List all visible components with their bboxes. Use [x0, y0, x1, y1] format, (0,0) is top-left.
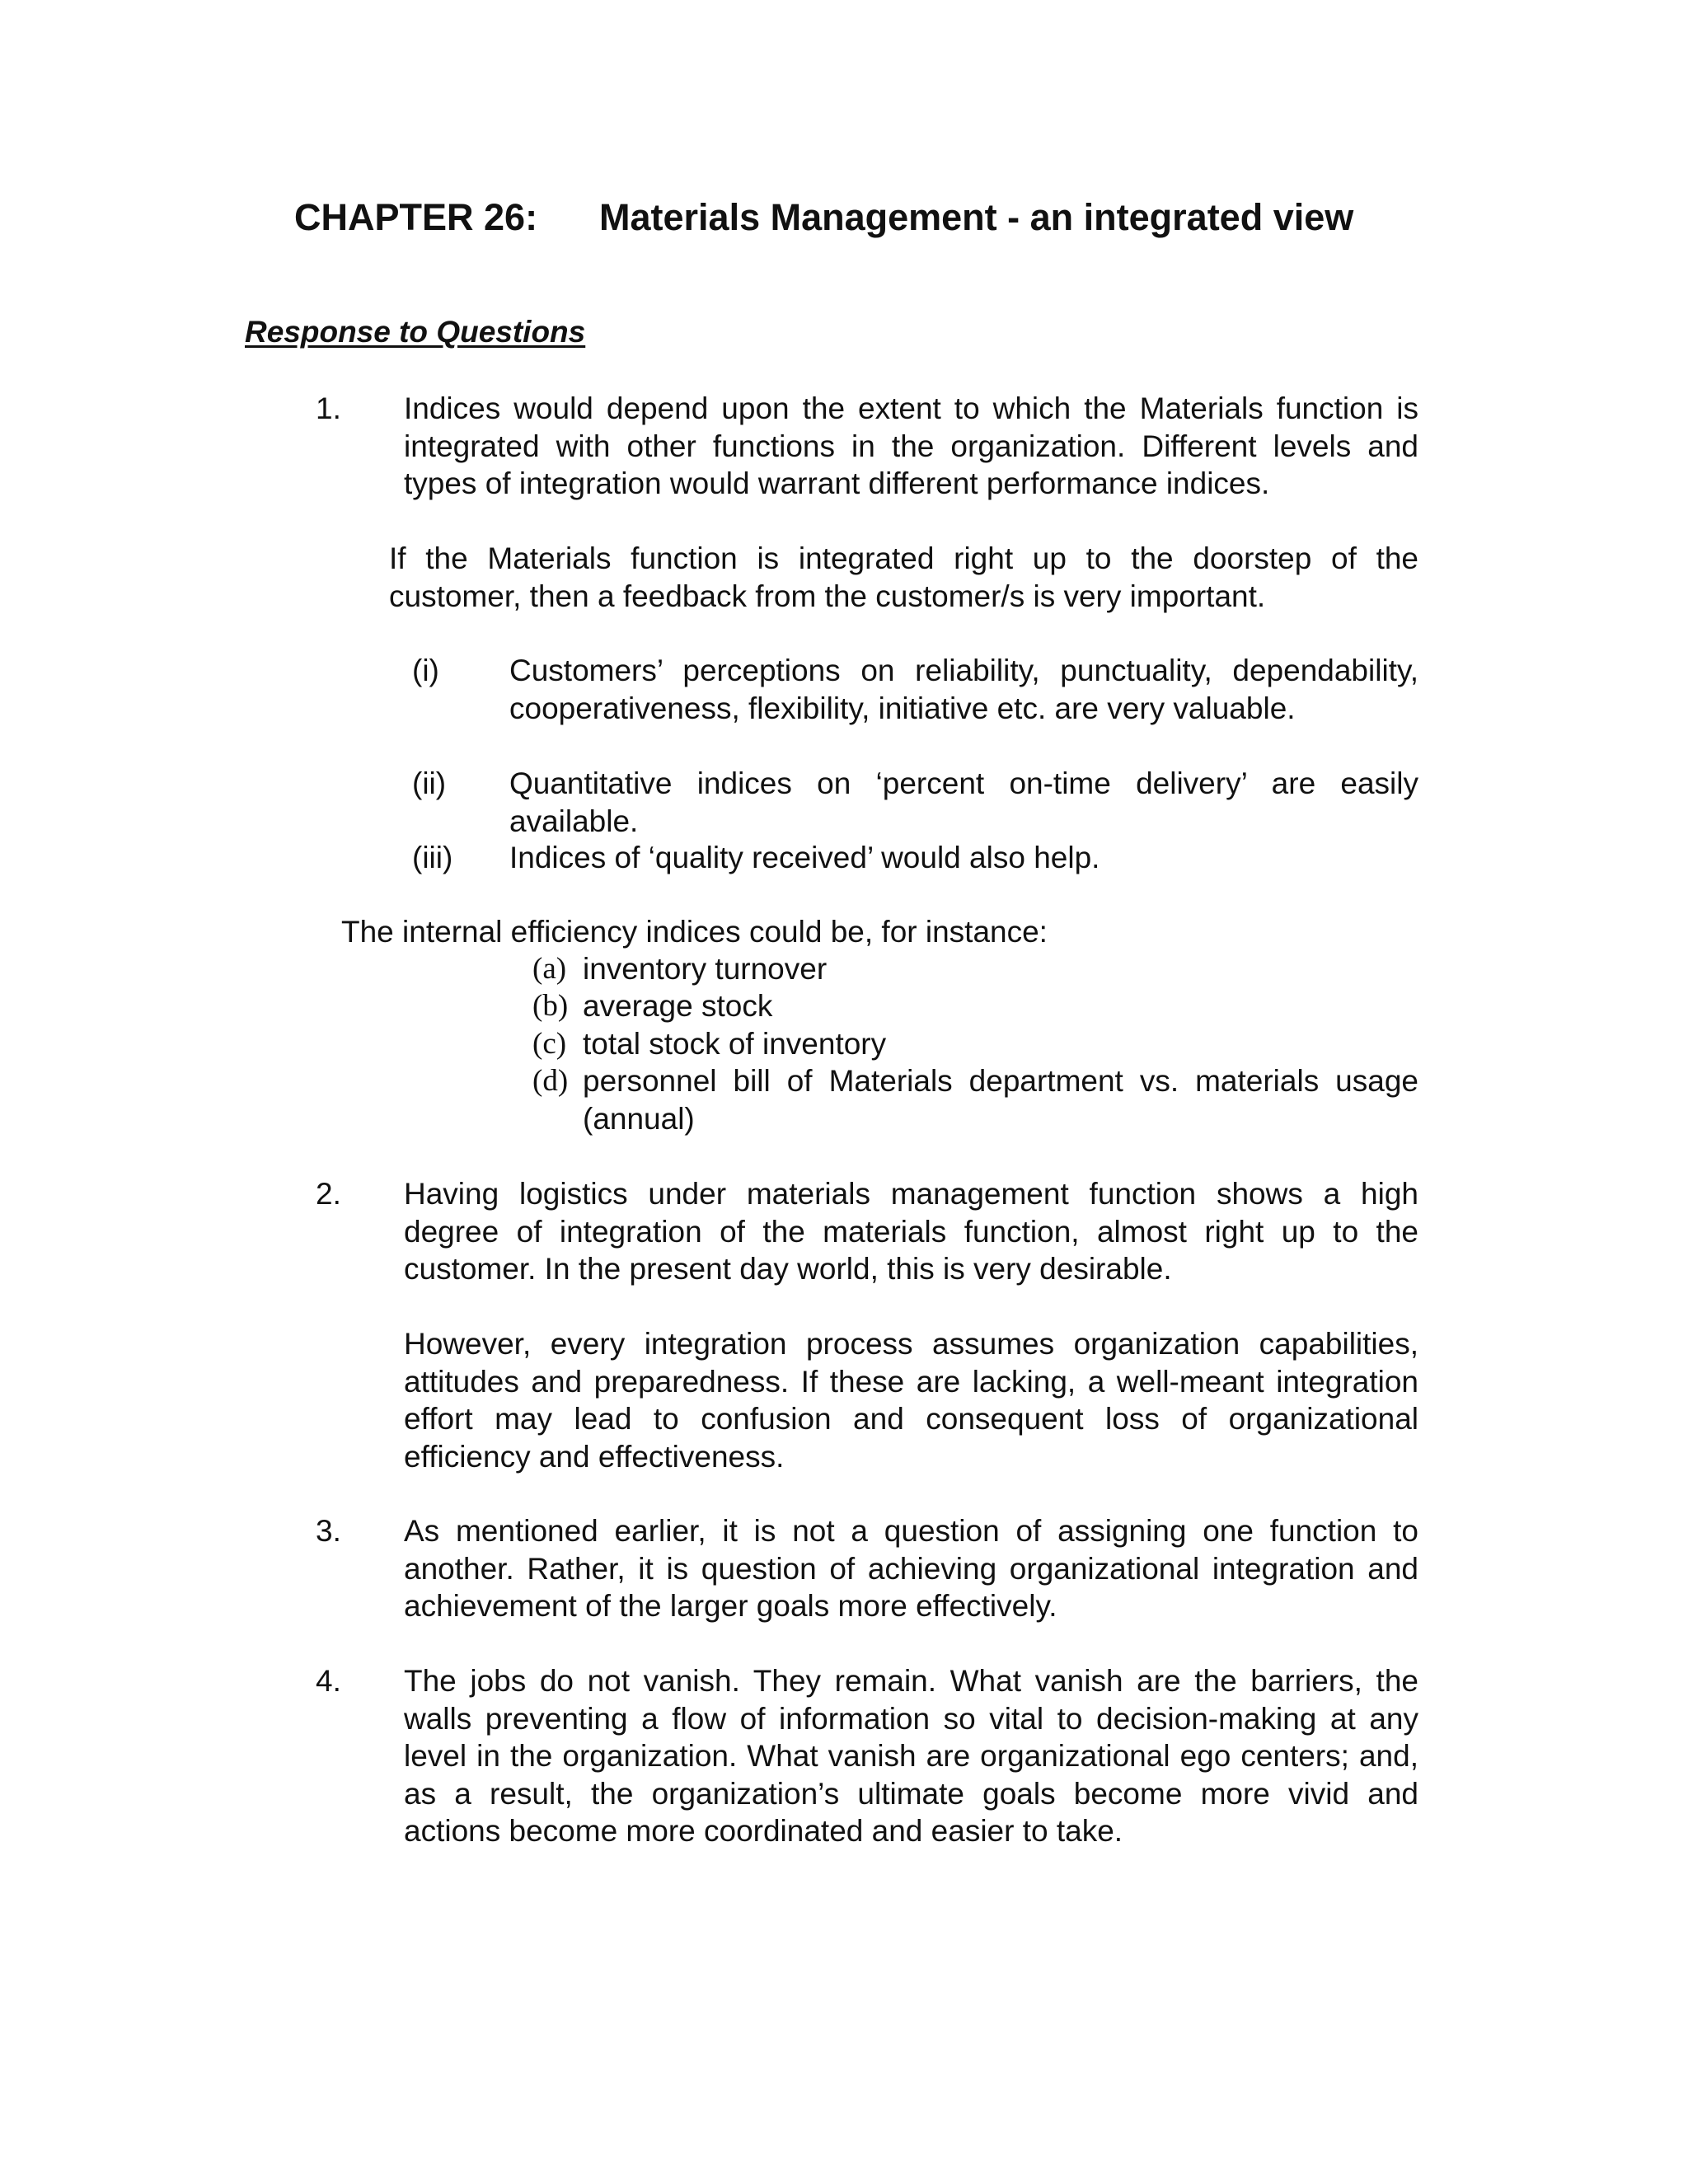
question-2-number: 2. [316, 1177, 341, 1211]
roman-item-text: Customers’ perceptions on reliability, punctuality, dependability, cooperativeness, flexibility, initiative etc. are very valuable. [509, 654, 1418, 725]
alpha-item-label: (c) [532, 1027, 567, 1061]
question-3-paragraph-1: As mentioned earlier, it is not a question of assigning one function to another. Rather, it is question of achieving organizational integration and achievement of the larger goals more effectively. [404, 1514, 1418, 1623]
question-1-number: 1. [316, 391, 341, 425]
roman-item-label: (iii) [412, 841, 453, 874]
chapter-label: CHAPTER 26: [294, 196, 538, 238]
question-2-paragraph-1: Having logistics under materials management function shows a high degree of integration of the materials function, almost right up to the customer. In the present day world, this is very desirable. [404, 1177, 1418, 1286]
question-3-number: 3. [316, 1514, 341, 1548]
alpha-item-continuation: (annual) [583, 1102, 695, 1136]
alpha-item-label: (d) [532, 1064, 569, 1098]
question-1-paragraph-1: Indices would depend upon the extent to which the Materials function is integrated with other functions in the organization. Different levels and types of integration would warrant different performance indices. [404, 391, 1418, 500]
alpha-item-label: (b) [532, 989, 569, 1023]
question-4-paragraph-1: The jobs do not vanish. They remain. What vanish are the barriers, the walls preventing a flow of information so vital to decision-making at any level in the organization. What vanish are organizational ego centers; and, as a result, the organization’s ultimate goals become more vivid and actions become more coordinated and easier to take. [404, 1664, 1418, 1848]
alpha-item-text: average stock [583, 989, 773, 1023]
section-heading: Response to Questions [245, 315, 586, 349]
internal-indices-intro: The internal efficiency indices could be, for instance: [341, 915, 1048, 949]
roman-item-text: Indices of ‘quality received’ would also help. [509, 841, 1100, 874]
chapter-name: Materials Management - an integrated view [599, 196, 1354, 238]
roman-item-text: Quantitative indices on ‘percent on-time delivery’ are easily available. [509, 766, 1418, 838]
alpha-item-label: (a) [532, 952, 567, 986]
question-1-paragraph-2: If the Materials function is integrated right up to the doorstep of the customer, then a feedback from the customer/s is very important. [389, 541, 1418, 613]
question-4-number: 4. [316, 1664, 341, 1698]
chapter-title [294, 194, 1353, 241]
roman-item-label: (i) [412, 654, 439, 687]
alpha-item-text: inventory turnover [583, 952, 828, 986]
roman-item-label: (ii) [412, 766, 447, 800]
alpha-item-text: personnel bill of Materials department vs. materials usage [583, 1064, 1418, 1098]
question-2-paragraph-2: However, every integration process assumes organization capabilities, attitudes and preparedness. If these are lacking, a well-meant integration effort may lead to confusion and consequent loss of organizational efficiency and effectiveness. [404, 1327, 1418, 1474]
alpha-item-text: total stock of inventory [583, 1027, 887, 1061]
